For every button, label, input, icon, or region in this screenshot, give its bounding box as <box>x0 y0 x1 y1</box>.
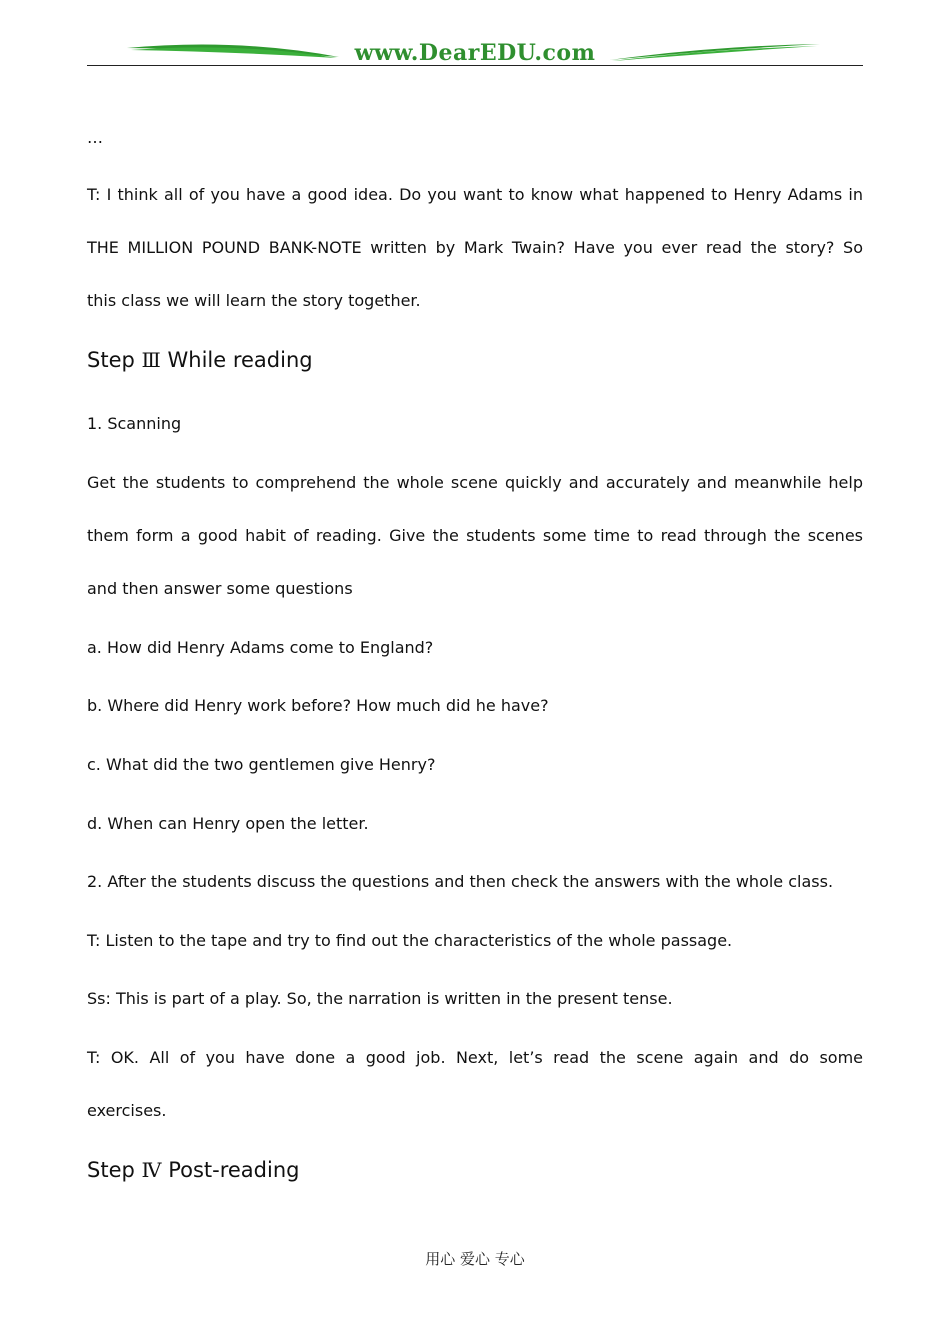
step-4-prefix: Step <box>87 1158 135 1182</box>
step-3-prefix: Step <box>87 348 135 372</box>
step-4-numeral: Ⅳ <box>141 1158 162 1182</box>
step-3-numeral: Ⅲ <box>141 348 161 372</box>
scanning-text-line-1: Get the students to comprehend the whole scene quickly and accurately and meanwhile help <box>87 473 863 492</box>
header-divider <box>87 65 863 66</box>
teacher-listen-line: T: Listen to the tape and try to find out the characteristics of the whole passage. <box>87 931 733 950</box>
question-d: d. When can Henry open the letter. <box>87 814 369 833</box>
site-logo-text: www.DearEDU.com <box>354 40 596 66</box>
intro-paragraph-line-3: this class we will learn the story together. <box>87 291 421 310</box>
intro-paragraph-line-1: T: I think all of you have a good idea. Do you want to know what happened to Henry Adams in <box>87 185 863 204</box>
item-2-text: 2. After the students discuss the questions and then check the answers with the whole class. <box>87 872 834 891</box>
step-3-title: While reading <box>167 348 313 372</box>
question-a: a. How did Henry Adams come to England? <box>87 638 434 657</box>
ellipsis-line: … <box>87 128 103 147</box>
step-3-heading <box>87 347 313 373</box>
scanning-text-line-3: and then answer some questions <box>87 579 353 598</box>
students-reply-line: Ss: This is part of a play. So, the narration is written in the present tense. <box>87 989 673 1008</box>
teacher-ok-line-1: T: OK. All of you have done a good job. Next, let’s read the scene again and do some <box>87 1048 863 1067</box>
question-b: b. Where did Henry work before? How much did he have? <box>87 696 549 715</box>
scanning-text-line-2: them form a good habit of reading. Give the students some time to read through the scenes <box>87 526 863 545</box>
scanning-label: 1. Scanning <box>87 414 182 433</box>
step-4-heading <box>87 1157 299 1183</box>
page-footer: 用心 爱心 专心 <box>425 1250 525 1268</box>
site-header <box>87 38 863 68</box>
teacher-ok-line-2: exercises. <box>87 1101 167 1120</box>
question-c: c. What did the two gentlemen give Henry? <box>87 755 436 774</box>
intro-paragraph-line-2: THE MILLION POUND BANK-NOTE written by Mark Twain? Have you ever read the story? So <box>87 238 863 257</box>
step-4-title: Post-reading <box>168 1158 300 1182</box>
